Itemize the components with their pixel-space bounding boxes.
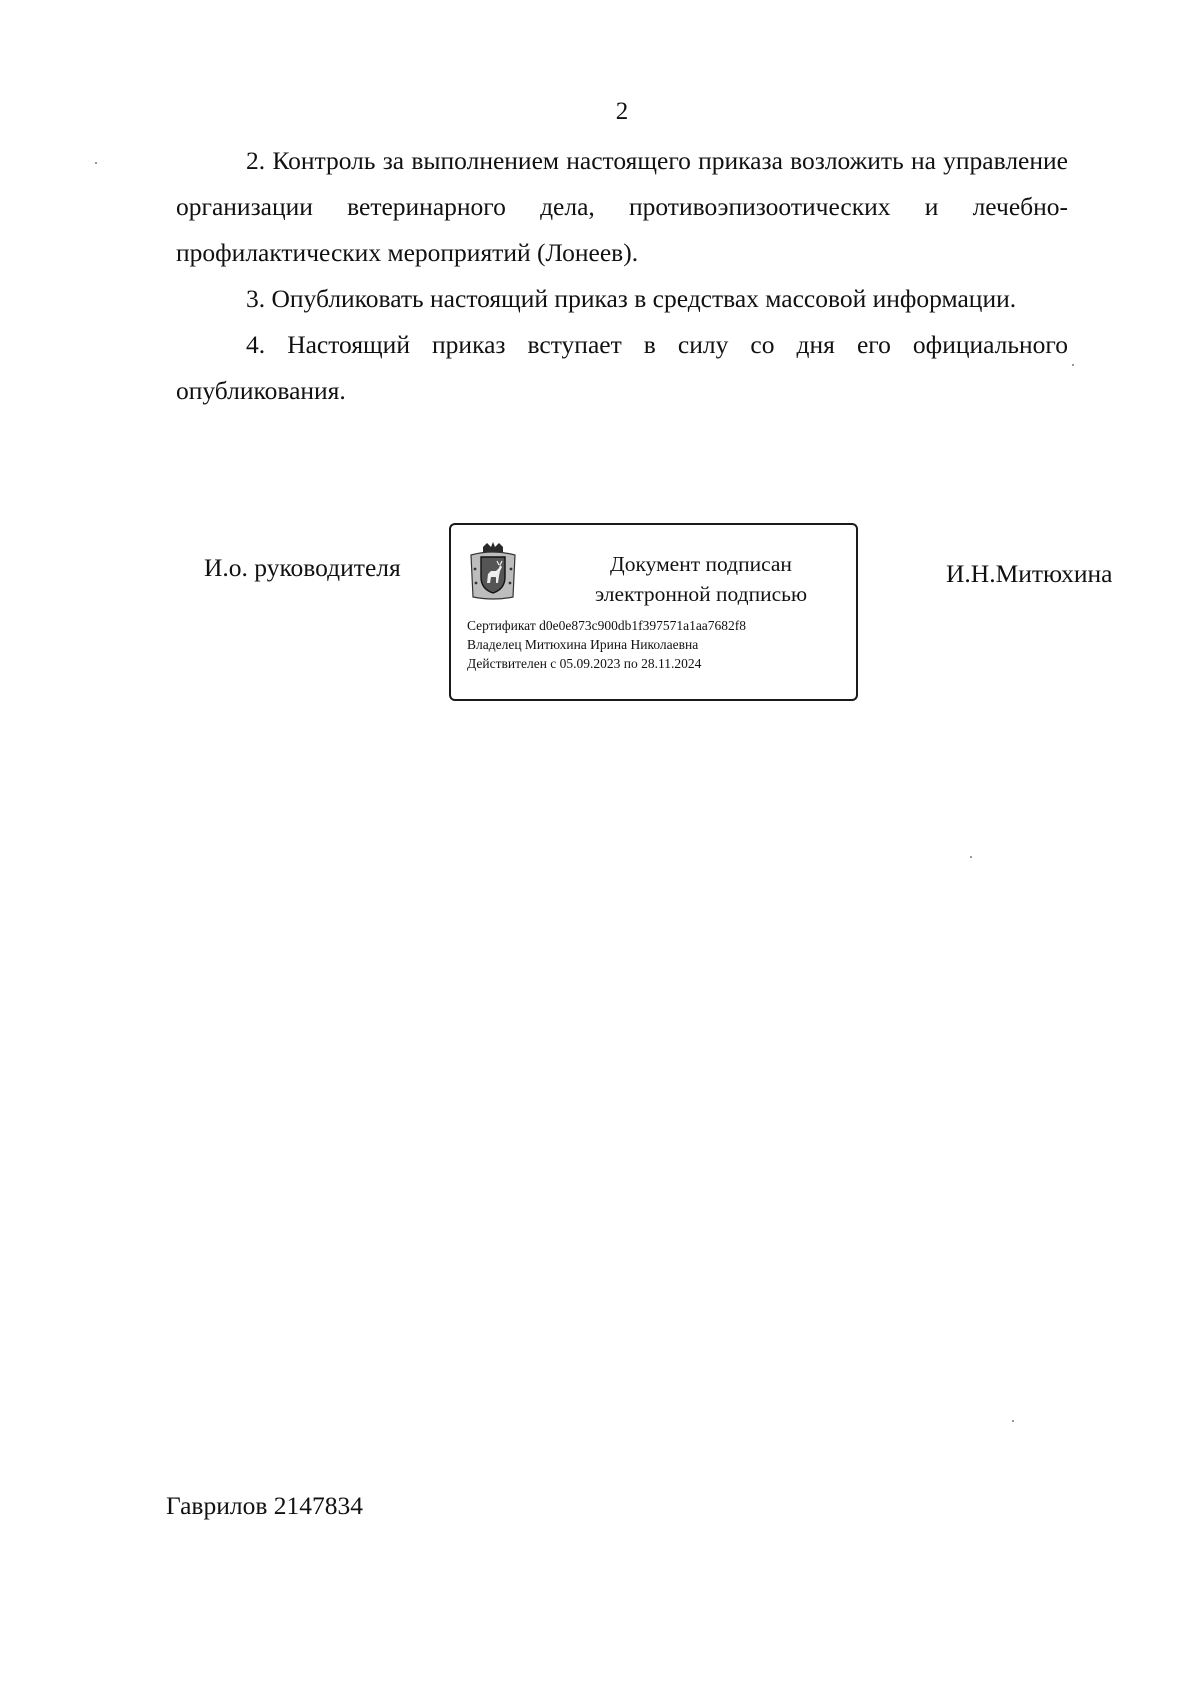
- scan-speck: [1072, 364, 1074, 366]
- electronic-signature-stamp: [449, 523, 858, 701]
- signatory-name: И.Н.Митюхина: [946, 559, 1113, 588]
- paragraph-item-2: 2. Контроль за выполнением настоящего приказа возложить на управление организации ветеринарного дела, противоэпизоотических и лечебно-профилактических мероприятий (Лонеев).: [176, 146, 1068, 267]
- order-body: [176, 138, 1068, 414]
- signatory-role: И.о. руководителя: [204, 553, 401, 582]
- scan-speck: [970, 856, 972, 858]
- scan-speck: [1012, 1420, 1014, 1422]
- executor-contact: Гаврилов 2147834: [166, 1491, 364, 1520]
- paragraph-item-3: 3. Опубликовать настоящий приказ в средствах массовой информации.: [246, 284, 1017, 313]
- coat-of-arms-icon: [467, 541, 519, 601]
- scan-speck: [95, 162, 97, 164]
- certificate-details: [467, 616, 746, 673]
- page-number: 2: [615, 98, 629, 125]
- stamp-title-line-2: электронной подписью: [594, 582, 808, 606]
- certificate-owner: Владелец Митюхина Ирина Николаевна: [467, 637, 699, 652]
- paragraph-item-4: 4. Настоящий приказ вступает в силу со дня его официального опубликования.: [176, 330, 1068, 405]
- certificate-validity: Действителен с 05.09.2023 по 28.11.2024: [467, 656, 702, 671]
- stamp-title: [561, 549, 841, 609]
- certificate-number: Сертификат d0e0e873c900db1f397571a1aa7682f8: [467, 618, 747, 633]
- stamp-title-line-1: Документ подписан: [610, 552, 792, 576]
